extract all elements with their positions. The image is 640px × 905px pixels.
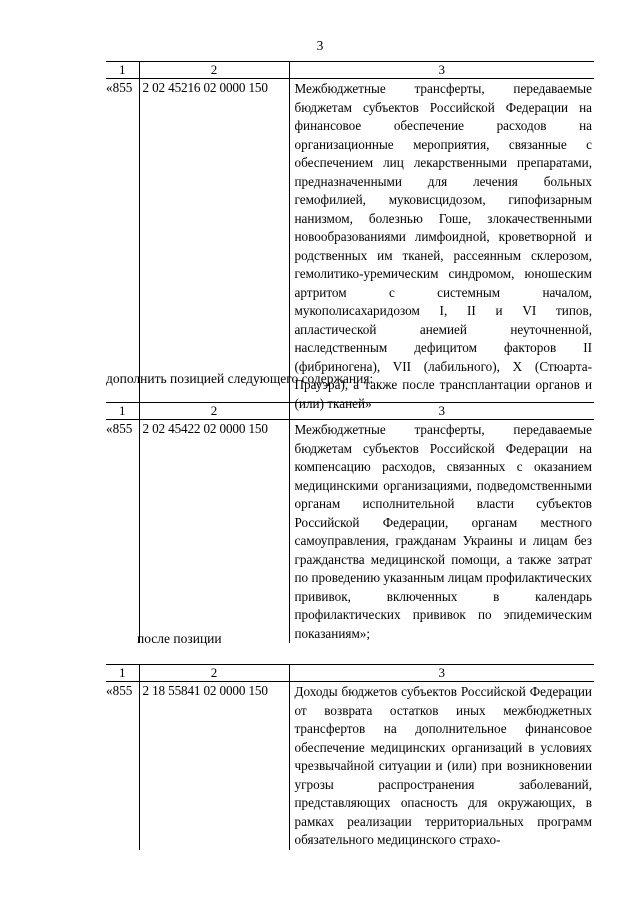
position-table-2 <box>106 402 594 643</box>
table-row <box>106 682 594 850</box>
budget-code-cell: 2 02 45216 02 0000 150 <box>139 79 289 414</box>
column-header-3: 3 <box>289 665 594 682</box>
position-table-3 <box>106 664 594 850</box>
column-header-1: 1 <box>106 665 139 682</box>
table-row <box>106 420 594 644</box>
table-header-row <box>106 62 594 79</box>
column-header-2: 2 <box>139 665 289 682</box>
budget-code-cell: 2 18 55841 02 0000 150 <box>139 682 289 850</box>
table-row <box>106 79 594 414</box>
column-header-3: 3 <box>289 62 594 79</box>
table-header-row <box>106 665 594 682</box>
admin-code-cell: «855 <box>106 421 133 436</box>
column-header-3: 3 <box>289 403 594 420</box>
description-cell: Доходы бюджетов субъектов Российской Федерации от возврата остатков иных межбюджетных трансфертов на дополнительное финансовое обеспечение медицинских организаций в условиях чрезвычайной ситуации и (или) при возникновении угрозы распространения заболеваний, представляющих опасность для окружающих, в рамках реализации территориальных программ обязательного медицинского страхо- <box>289 682 594 850</box>
table-header-row <box>106 403 594 420</box>
column-header-1: 1 <box>106 62 139 79</box>
position-table-1 <box>106 61 594 413</box>
page-number: 3 <box>316 38 324 53</box>
description-cell: Межбюджетные трансферты, передаваемые бюджетам субъектов Российской Федерации на компенсацию расходов, связанных с оказанием медицинскими организациями, подведомственными органам исполнительной власти субъектов Российской Федерации, органам местного самоуправления, гражданам Украины и лицам без гражданства медицинской помощи, а также затрат по проведению указанным лицам профилактических прививок, включенных в календарь профилактических прививок по эпидемическим показаниям»; <box>289 420 594 644</box>
column-header-1: 1 <box>106 403 139 420</box>
description-cell: Межбюджетные трансферты, передаваемые бюджетам субъектов Российской Федерации на финансовое обеспечение расходов на организационные мероприятия, связанные с обеспечением лиц лекарственными препаратами, предназначенными для лечения больных гемофилией, муковисцидозом, гипофизарным нанизмом, болезнью Гоше, злокачественными новообразованиями лимфоидной, кроветворной и родственных им тканей, рассеянным склерозом, гемолитико-уремическим синдромом, юношеским артритом с системным началом, мукополисахаридозом I, II и VI типов, апластической анемией неуточненной, наследственным дефицитом факторов II (фибриногена), VII (лабильного), X (Стюарта-Прауэра), а также после трансплантации органов и (или) тканей» <box>289 79 594 414</box>
admin-code-cell: «855 <box>106 80 133 95</box>
budget-code-cell: 2 02 45422 02 0000 150 <box>139 420 289 644</box>
column-header-2: 2 <box>139 403 289 420</box>
instruction-text: дополнить позицией следующего содержания: <box>106 371 374 386</box>
column-header-2: 2 <box>139 62 289 79</box>
admin-code-cell: «855 <box>106 683 133 698</box>
instruction-text: после позиции <box>137 631 222 646</box>
